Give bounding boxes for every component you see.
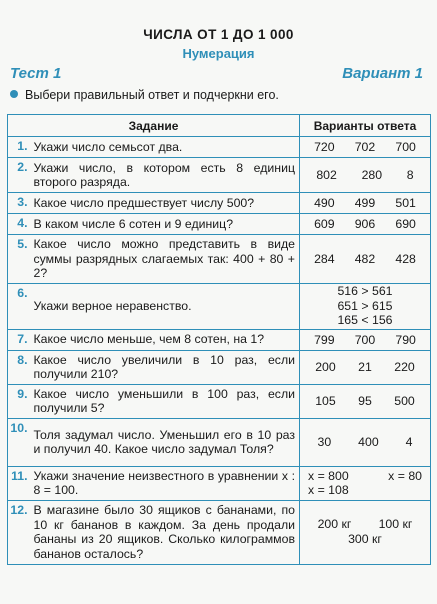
answer-option[interactable]: 400	[358, 435, 379, 449]
answer-options	[300, 137, 431, 158]
task-question: Укажи число семьсот два.	[31, 137, 300, 158]
answer-option[interactable]: 516 > 561	[337, 284, 393, 299]
table-row	[8, 418, 431, 466]
task-number: 9.	[8, 384, 31, 418]
answer-options	[300, 384, 431, 418]
task-question: Какое число увеличили в 10 раз, если получили 210?	[31, 350, 300, 384]
table-row	[8, 193, 431, 214]
table-row	[8, 283, 431, 329]
instruction-text: Выбери правильный ответ и подчеркни его.	[25, 88, 279, 102]
table-row	[8, 350, 431, 384]
answer-option[interactable]: 284	[314, 251, 335, 266]
answer-option[interactable]: 790	[395, 332, 416, 347]
task-number: 10.	[8, 418, 31, 466]
answer-options	[300, 466, 431, 500]
task-number: 7.	[8, 329, 31, 350]
table-row	[8, 214, 431, 235]
task-number: 1.	[8, 137, 31, 158]
column-header-task: Задание	[8, 115, 300, 137]
answer-options	[300, 193, 431, 214]
answer-options	[300, 235, 431, 284]
answer-option[interactable]: x = 80	[388, 468, 422, 483]
answer-option[interactable]: 428	[395, 251, 416, 266]
answer-option[interactable]: 651 > 615	[337, 298, 393, 313]
answer-option[interactable]: 609	[314, 217, 335, 231]
task-number: 6.	[8, 283, 31, 329]
task-number: 11.	[8, 466, 31, 500]
column-header-options: Варианты ответа	[300, 115, 431, 137]
answer-option[interactable]: 105	[315, 394, 336, 408]
task-question: Укажи значение неизвестного в уравнении x : 8 = 100.	[31, 466, 300, 500]
answer-option[interactable]: 700	[354, 332, 376, 347]
instruction	[10, 88, 279, 102]
task-question: В магазине было 30 ящиков с бананами, по 10 кг бананов в каждом. За день продали бананы из 20 ящиков. Сколько килограммов бананов осталось?	[31, 500, 300, 564]
table-row	[8, 137, 431, 158]
answer-option[interactable]: 300 кг	[348, 532, 382, 546]
table-row	[8, 235, 431, 284]
table-row	[8, 466, 431, 500]
table-row	[8, 329, 431, 350]
task-number: 5.	[8, 235, 31, 284]
answer-option[interactable]: x = 108	[308, 483, 349, 497]
task-question: В каком числе 6 сотен и 9 единиц?	[31, 214, 300, 235]
answer-option[interactable]: 499	[354, 196, 376, 210]
answer-option[interactable]: 21	[358, 360, 372, 374]
answer-option[interactable]: 4	[405, 435, 413, 449]
task-number: 3.	[8, 193, 31, 214]
answer-option[interactable]: 802	[316, 168, 337, 182]
answer-option[interactable]: x = 800	[308, 468, 349, 483]
table-row	[8, 384, 431, 418]
table-header-row	[8, 115, 431, 137]
answer-options	[300, 329, 431, 350]
answer-option[interactable]: 100 кг	[378, 517, 413, 531]
page-subtitle: Нумерация	[182, 46, 255, 61]
answer-option[interactable]: 500	[394, 394, 415, 408]
table-row	[8, 500, 431, 564]
answer-option[interactable]: 690	[395, 217, 416, 231]
task-question: Толя задумал число. Уменьшил его в 10 раз и получил 40. Какое число задумал Толя?	[31, 418, 300, 466]
task-question: Какое число уменьшили в 100 раз, если получили 5?	[31, 384, 300, 418]
answer-option[interactable]: 280	[361, 168, 383, 182]
answer-options	[300, 350, 431, 384]
answer-option[interactable]: 200 кг	[317, 517, 352, 531]
answer-options	[300, 283, 431, 329]
task-question: Какое число можно представить в виде суммы разрядных слагаемых так: 400 + 80 + 2?	[31, 235, 300, 284]
answer-option[interactable]: 220	[394, 360, 415, 374]
task-question: Укажи число, в котором есть 8 единиц второго разряда.	[31, 158, 300, 193]
task-question: Укажи верное неравенство.	[31, 283, 300, 329]
answer-option[interactable]: 95	[358, 394, 372, 408]
variant-label: Вариант 1	[342, 65, 423, 82]
answer-option[interactable]: 200	[315, 360, 336, 374]
answer-options	[300, 500, 431, 564]
answer-option[interactable]: 501	[395, 196, 416, 210]
bullet-icon	[10, 90, 18, 98]
answer-option[interactable]: 490	[314, 196, 335, 210]
answer-option[interactable]: 482	[354, 251, 376, 266]
answer-option[interactable]: 720	[314, 140, 335, 154]
task-number: 12.	[8, 500, 31, 564]
task-number: 2.	[8, 158, 31, 193]
table-row	[8, 158, 431, 193]
task-question: Какое число меньше, чем 8 сотен, на 1?	[31, 329, 300, 350]
answer-option[interactable]: 700	[395, 140, 416, 154]
answer-option[interactable]: 165 < 156	[337, 313, 393, 328]
answer-option[interactable]: 702	[354, 140, 376, 154]
test-label: Тест 1	[10, 65, 62, 82]
answer-options	[300, 214, 431, 235]
task-number: 4.	[8, 214, 31, 235]
answer-options	[300, 418, 431, 466]
task-number: 8.	[8, 350, 31, 384]
answer-options	[300, 158, 431, 193]
answer-option[interactable]: 906	[354, 217, 376, 231]
page-title: ЧИСЛА ОТ 1 ДО 1 000	[143, 27, 294, 42]
answer-option[interactable]: 799	[314, 332, 335, 347]
answer-option[interactable]: 30	[317, 435, 332, 449]
answer-option[interactable]: 8	[406, 168, 414, 182]
task-question: Какое число предшествует числу 500?	[31, 193, 300, 214]
tasks-table	[7, 114, 431, 565]
